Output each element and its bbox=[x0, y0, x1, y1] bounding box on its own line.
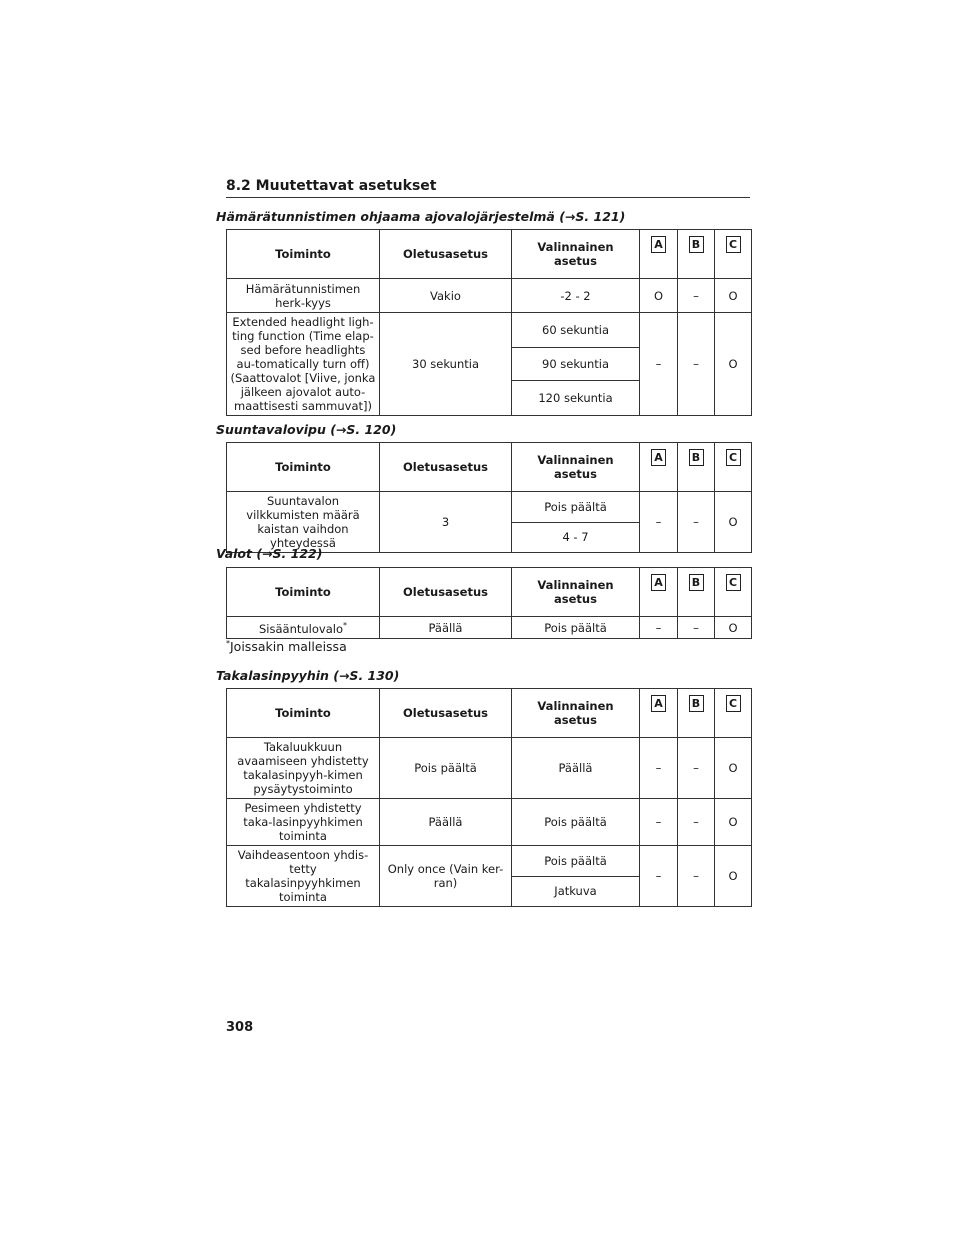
cell-c: O bbox=[715, 279, 752, 313]
cell-option: 90 sekuntia bbox=[512, 347, 640, 381]
col-header-function: Toiminto bbox=[227, 568, 380, 617]
column-b-label: B bbox=[689, 574, 704, 591]
cell-default: Vakio bbox=[380, 279, 512, 313]
column-a-label: A bbox=[651, 574, 666, 591]
cell-default: Only once (Vain ker-ran) bbox=[380, 846, 512, 907]
cell-a: – bbox=[640, 617, 678, 639]
cell-default: Pois päältä bbox=[380, 738, 512, 799]
cell-a: – bbox=[640, 846, 678, 907]
col-header-b bbox=[678, 230, 715, 279]
col-header-optional: Valinnainen asetus bbox=[512, 230, 640, 279]
col-header-default: Oletusasetus bbox=[380, 689, 512, 738]
col-header-b bbox=[678, 568, 715, 617]
col-header-optional: Valinnainen asetus bbox=[512, 443, 640, 492]
footnote-marker: * bbox=[342, 621, 347, 631]
settings-table-lights bbox=[226, 567, 752, 639]
col-header-c bbox=[715, 568, 752, 617]
column-a-label: A bbox=[651, 449, 666, 466]
col-header-b bbox=[678, 689, 715, 738]
cell-function bbox=[227, 617, 380, 639]
footnote-marker: * bbox=[226, 639, 230, 648]
cell-b: – bbox=[678, 492, 715, 553]
cell-default: 30 sekuntia bbox=[380, 313, 512, 416]
column-b-label: B bbox=[689, 695, 704, 712]
column-a-label: A bbox=[651, 236, 666, 253]
col-header-optional: Valinnainen asetus bbox=[512, 689, 640, 738]
cell-function: Takaluukkuun avaamiseen yhdistetty takalasinpyyh-kimen pysäytystoiminto bbox=[227, 738, 380, 799]
column-c-label: C bbox=[726, 236, 741, 253]
cell-default: Päällä bbox=[380, 617, 512, 639]
section-title-twilight-sensor: Hämärätunnistimen ohjaama ajovalojärjestelmä (→S. 121) bbox=[216, 209, 626, 224]
cell-option: -2 - 2 bbox=[512, 279, 640, 313]
section-title-rear-wiper: Takalasinpyyhin (→S. 130) bbox=[216, 668, 400, 683]
cell-option: Pois päältä bbox=[512, 846, 640, 877]
col-header-c bbox=[715, 689, 752, 738]
settings-table-turn-signal bbox=[226, 442, 752, 553]
table-row bbox=[227, 313, 752, 348]
col-header-a bbox=[640, 443, 678, 492]
col-header-function: Toiminto bbox=[227, 443, 380, 492]
cell-option: Pois päältä bbox=[512, 799, 640, 846]
col-header-function: Toiminto bbox=[227, 689, 380, 738]
cell-function: Pesimeen yhdistetty taka-lasinpyyhkimen toiminta bbox=[227, 799, 380, 846]
cell-option: 120 sekuntia bbox=[512, 381, 640, 416]
cell-option: 60 sekuntia bbox=[512, 313, 640, 348]
cell-a: O bbox=[640, 279, 678, 313]
table-row bbox=[227, 279, 752, 313]
table-row bbox=[227, 492, 752, 523]
section-title-lights: Valot (→S. 122) bbox=[216, 546, 323, 561]
cell-b: – bbox=[678, 799, 715, 846]
cell-b: – bbox=[678, 846, 715, 907]
col-header-a bbox=[640, 568, 678, 617]
column-b-label: B bbox=[689, 449, 704, 466]
col-header-b bbox=[678, 443, 715, 492]
footnote bbox=[226, 639, 347, 654]
cell-option: Pois päältä bbox=[512, 492, 640, 523]
col-header-optional: Valinnainen asetus bbox=[512, 568, 640, 617]
col-header-default: Oletusasetus bbox=[380, 568, 512, 617]
cell-c: O bbox=[715, 738, 752, 799]
cell-a: – bbox=[640, 313, 678, 416]
cell-b: – bbox=[678, 279, 715, 313]
cell-c: O bbox=[715, 313, 752, 416]
cell-b: – bbox=[678, 738, 715, 799]
table-row bbox=[227, 799, 752, 846]
cell-c: O bbox=[715, 492, 752, 553]
section-title-turn-signal: Suuntavalovipu (→S. 120) bbox=[216, 422, 397, 437]
cell-function: Hämärätunnistimen herk-kyys bbox=[227, 279, 380, 313]
cell-option: Pois päältä bbox=[512, 617, 640, 639]
column-c-label: C bbox=[726, 574, 741, 591]
cell-a: – bbox=[640, 799, 678, 846]
cell-function: Vaihdeasentoon yhdis-tetty takalasinpyyhkimen toiminta bbox=[227, 846, 380, 907]
col-header-default: Oletusasetus bbox=[380, 443, 512, 492]
col-header-function: Toiminto bbox=[227, 230, 380, 279]
cell-function: Extended headlight ligh-ting function (Time elap-sed before headlights au-tomatically turn off) (Saattovalot [Viive, jonka jälkeen ajovalot auto-maattisesti sammuvat]) bbox=[227, 313, 380, 416]
cell-c: O bbox=[715, 617, 752, 639]
col-header-c bbox=[715, 443, 752, 492]
page-number: 308 bbox=[226, 1020, 254, 1035]
table-row bbox=[227, 738, 752, 799]
cell-b: – bbox=[678, 617, 715, 639]
cell-c: O bbox=[715, 799, 752, 846]
settings-table-twilight-sensor bbox=[226, 229, 752, 416]
col-header-c bbox=[715, 230, 752, 279]
footnote-text: Joissakin malleissa bbox=[230, 639, 347, 655]
col-header-default: Oletusasetus bbox=[380, 230, 512, 279]
cell-a: – bbox=[640, 492, 678, 553]
col-header-a bbox=[640, 230, 678, 279]
cell-default: Päällä bbox=[380, 799, 512, 846]
column-a-label: A bbox=[651, 695, 666, 712]
table-row bbox=[227, 846, 752, 877]
cell-option: Jatkuva bbox=[512, 876, 640, 907]
column-c-label: C bbox=[726, 449, 741, 466]
col-header-a bbox=[640, 689, 678, 738]
column-b-label: B bbox=[689, 236, 704, 253]
settings-table-rear-wiper bbox=[226, 688, 752, 907]
cell-option: Päällä bbox=[512, 738, 640, 799]
cell-c: O bbox=[715, 846, 752, 907]
cell-b: – bbox=[678, 313, 715, 416]
cell-a: – bbox=[640, 738, 678, 799]
function-label: Sisääntulovalo bbox=[259, 621, 343, 636]
page-header: 8.2 Muutettavat asetukset bbox=[226, 178, 750, 198]
cell-option: 4 - 7 bbox=[512, 522, 640, 553]
column-c-label: C bbox=[726, 695, 741, 712]
cell-function: Suuntavalon vilkkumisten määrä kaistan vaihdon yhteydessä bbox=[227, 492, 380, 553]
cell-default: 3 bbox=[380, 492, 512, 553]
table-row bbox=[227, 617, 752, 639]
